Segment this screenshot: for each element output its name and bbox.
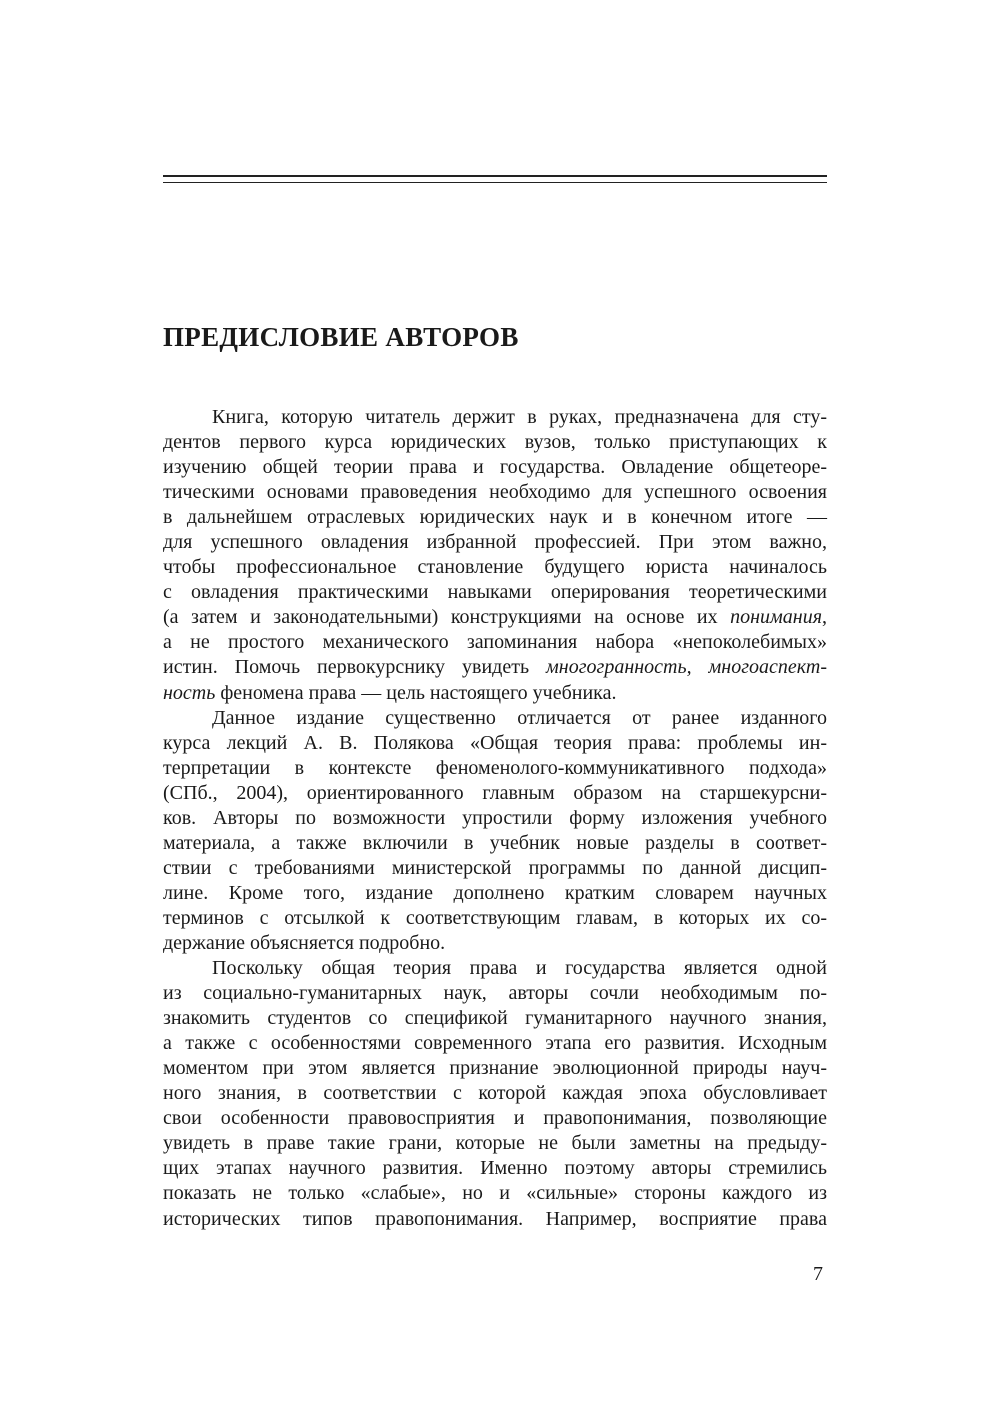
text-line — [163, 906, 827, 931]
text-segment: для успешного овладения избранной профессией. При этом важно, — [163, 531, 827, 554]
text-segment: моментом при этом является признание эволюционной природы науч- — [163, 1057, 827, 1080]
text-segment: чтобы профессиональное становление будущего юриста начиналось — [163, 556, 827, 579]
text-line — [163, 806, 827, 831]
text-segment: тическими основами правоведения необходимо для успешного освоения — [163, 481, 827, 504]
text-segment: терминов с отсылкой к соответствующим главам, в которых их со- — [163, 906, 827, 929]
text-line — [163, 1156, 827, 1181]
text-segment: Данное издание существенно отличается от ранее изданного — [212, 706, 827, 729]
italic-text: многогранность, многоаспект- — [546, 656, 827, 679]
italic-text: понимания — [730, 606, 822, 629]
text-segment: истин. Помочь первокурснику увидеть — [163, 656, 547, 679]
text-segment: материала, а также включили в учебник новые разделы в соответ- — [163, 831, 827, 854]
text-line — [163, 706, 827, 731]
text-line — [163, 1031, 827, 1056]
header-rule-thin — [163, 182, 827, 183]
text-segment: а также с особенностями современного этапа его развития. Исходным — [163, 1032, 827, 1055]
text-segment: дентов первого курса юридических вузов, только приступающих к — [163, 431, 827, 454]
text-line — [163, 1106, 827, 1131]
text-line — [163, 1081, 827, 1106]
page-number: 7 — [813, 1263, 823, 1285]
header-rule-thick — [163, 175, 827, 177]
text-line — [163, 956, 827, 981]
text-line — [163, 781, 827, 806]
text-line — [163, 555, 827, 580]
text-segment: показать не только «слабые», но и «сильные» стороны каждого из — [163, 1182, 827, 1205]
text-segment: щих этапах научного развития. Именно поэтому авторы стремились — [163, 1157, 827, 1180]
text-segment: Книга, которую читатель держит в руках, предназначена для сту- — [212, 406, 827, 428]
text-segment: в дальнейшем отраслевых юридических наук и в конечном итоге — — [163, 506, 827, 529]
text-segment: , — [822, 606, 827, 629]
text-segment: свои особенности правовосприятия и правопонимания, позволяющие — [163, 1107, 827, 1130]
text-line — [163, 731, 827, 756]
text-segment: с овладения практическими навыками оперирования теоретическими — [163, 581, 827, 604]
italic-text: ность — [163, 681, 216, 704]
paragraph — [163, 956, 827, 1232]
text-segment: ков. Авторы по возможности упростили форму изложения учебного — [163, 806, 827, 829]
text-line — [163, 530, 827, 555]
text-segment: терпретации в контексте феноменолого-коммуникативного подхода» — [163, 756, 827, 779]
text-line — [163, 630, 827, 655]
chapter-heading: ПРЕДИСЛОВИЕ АВТОРОВ — [163, 322, 519, 352]
text-line — [163, 1006, 827, 1031]
text-segment: Поскольку общая теория права и государства является одной — [212, 957, 827, 980]
text-line — [163, 1207, 827, 1232]
text-segment: лине. Кроме того, издание дополнено кратким словарем научных — [163, 881, 827, 904]
paragraph — [163, 405, 827, 706]
text-line — [163, 405, 827, 430]
text-line — [163, 756, 827, 781]
text-line — [163, 856, 827, 881]
text-segment: из социально-гуманитарных наук, авторы сочли необходимым по- — [163, 982, 827, 1005]
text-line — [163, 931, 827, 956]
text-line — [163, 831, 827, 856]
text-segment: держание объясняется подробно. — [163, 931, 446, 954]
text-line — [163, 1131, 827, 1156]
text-line — [163, 580, 827, 605]
paragraph — [163, 706, 827, 956]
text-segment: изучению общей теории права и государства. Овладение общетеоре- — [163, 456, 827, 479]
text-segment: знакомить студентов со спецификой гуманитарного научного знания, — [163, 1007, 827, 1030]
text-line — [163, 881, 827, 906]
body-text — [163, 405, 827, 1232]
text-line — [163, 1181, 827, 1206]
text-segment: ствии с требованиями министерской программы по данной дисцип- — [163, 856, 827, 879]
text-segment: (СПб., 2004), ориентированного главным образом на старшекурсни- — [163, 781, 827, 804]
text-segment: а не простого механического запоминания набора «непоколебимых» — [163, 631, 827, 654]
text-line — [163, 605, 827, 630]
text-segment: увидеть в праве такие грани, которые не были заметны на предыду- — [163, 1132, 827, 1155]
text-line — [163, 981, 827, 1006]
text-segment: ного знания, в соответствии с которой каждая эпоха обусловливает — [163, 1082, 827, 1105]
text-segment: курса лекций А. В. Полякова «Общая теория права: проблемы ин- — [163, 731, 827, 754]
text-segment: исторических типов правопонимания. Например, восприятие права — [163, 1207, 827, 1230]
text-line — [163, 1056, 827, 1081]
text-line — [163, 681, 827, 706]
text-line — [163, 655, 827, 680]
text-line — [163, 505, 827, 530]
text-line — [163, 455, 827, 480]
text-line — [163, 480, 827, 505]
text-line — [163, 430, 827, 455]
text-segment: (а затем и законодательными) конструкциями на основе их — [163, 606, 731, 629]
text-segment: феномена права — цель настоящего учебника. — [215, 681, 617, 704]
